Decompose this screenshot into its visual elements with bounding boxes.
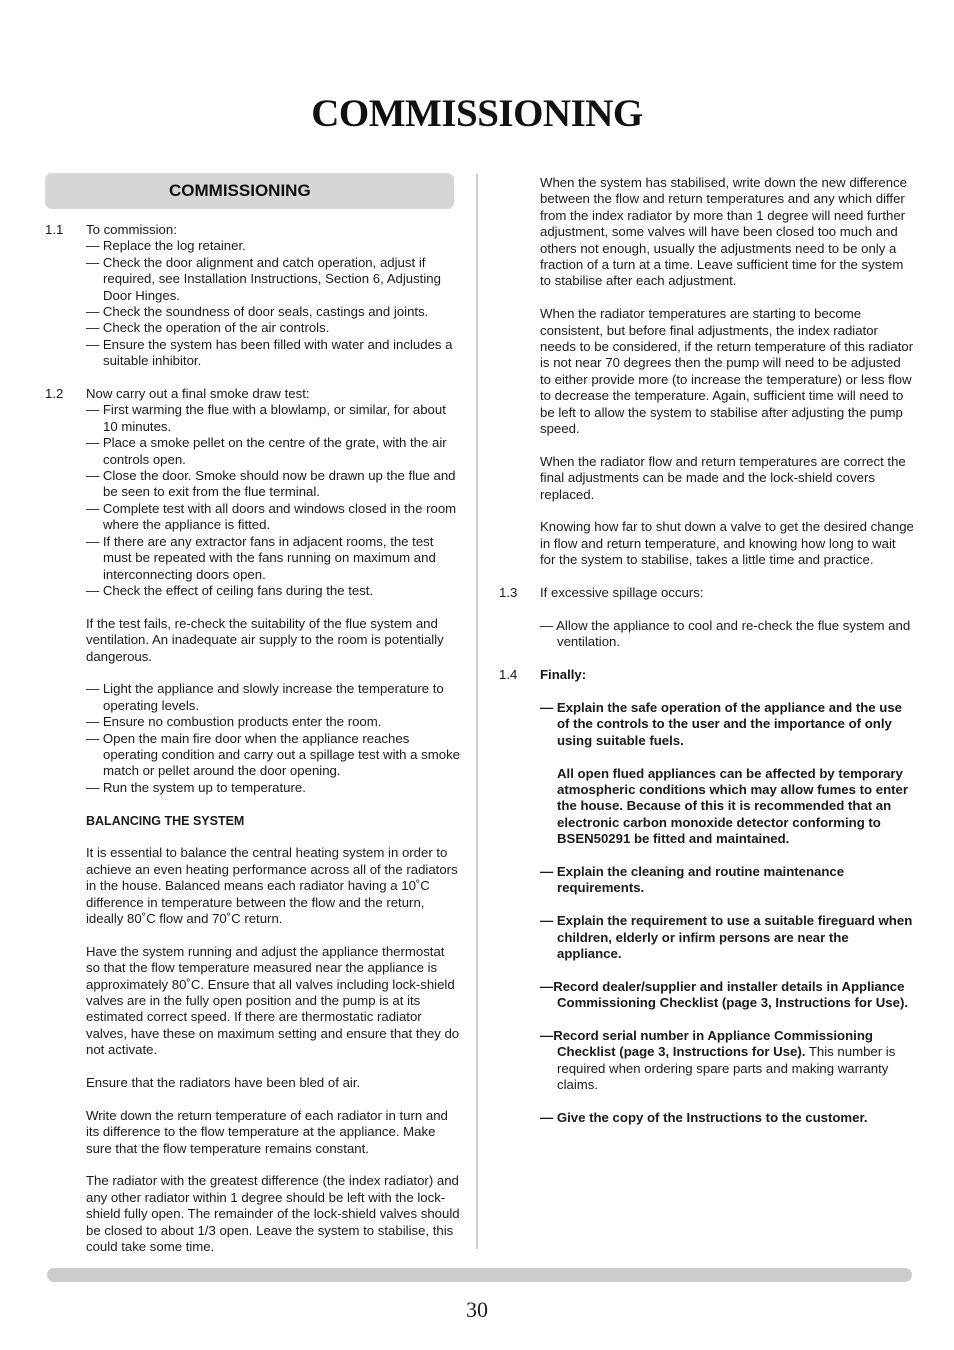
paragraph: Write down the return temperature of each radiator in turn and its difference to the flow temperature at the appliance. Make sure that the flow temperature remains constant.	[86, 1107, 448, 1156]
list-item: — Open the main fire door when the appliance reaches operating condition and carry out a spillage test with a smoke match or pellet around the door opening.	[86, 730, 460, 779]
list-item-normal: This number is required when ordering spare parts and making warranty claims.	[557, 1044, 896, 1093]
left-column	[45, 222, 460, 1255]
list-item: — Replace the log retainer.	[86, 238, 246, 254]
section-number: 1.2	[45, 386, 64, 402]
subsection-heading: BALANCING THE SYSTEM	[86, 813, 245, 828]
list-item: —Record dealer/supplier and installer details in Appliance Commissioning Checklist (page 3, Instructions for Use).	[540, 978, 908, 1011]
section-intro: Now carry out a final smoke draw test:	[86, 386, 310, 402]
list-item: — Check the door alignment and catch operation, adjust if required, see Installation Instructions, Section 6, Adjusting Door Hinges.	[86, 254, 441, 303]
list-item: — Ensure the system has been filled with water and includes a suitable inhibitor.	[86, 336, 453, 369]
section-number: 1.3	[499, 585, 518, 601]
co-warning: All open flued appliances can be affected by temporary atmospheric conditions which may allow fumes to enter the house. Because of this it is recommended that an electronic carbon monoxide detector conforming to BSEN50291 be fitted and maintained.	[557, 765, 909, 847]
right-column	[499, 175, 914, 1126]
list-item: — Ensure no combustion products enter the room.	[86, 714, 382, 730]
section-1-3	[499, 585, 914, 601]
list-item: — Explain the safe operation of the appliance and the use of the controls to the user and the importance of only using suitable fuels.	[540, 699, 902, 748]
list-item: — Close the door. Smoke should now be drawn up the flue and be seen to exit from the flue terminal.	[86, 468, 456, 500]
section-number: 1.4	[499, 667, 518, 683]
list-item: — Allow the appliance to cool and re-check the flue system and ventilation.	[540, 617, 911, 650]
list-item: — Explain the cleaning and routine maintenance requirements.	[540, 863, 845, 896]
paragraph: When the system has stabilised, write down the new difference between the flow and return temperatures and any which differ from the index radiator by more than 1 degree will need further adjustment, some valves will have been closed too much and others not enough, usually the adjustments need to be only a fraction of a turn at a time. Leave sufficient time for the system to stabilise after each adjustment.	[540, 175, 907, 289]
section-header	[45, 173, 454, 209]
section-intro: Finally:	[540, 667, 587, 683]
paragraph: Have the system running and adjust the appliance thermostat so that the flow temperature measured near the appliance is approximately 80˚C. Ensure that all valves including lock-shield valves are in the fully open position and the pump is at its estimated correct speed. If there are thermostatic radiator valves, have these on maximum setting and ensure that they do not activate.	[86, 943, 460, 1058]
section-intro: To commission:	[86, 222, 177, 237]
list-item: — If there are any extractor fans in adjacent rooms, the test must be repeated with the fans running on maximum and interconnecting doors open.	[86, 533, 436, 582]
list-item: — Run the system up to temperature.	[86, 779, 306, 795]
page-title: COMMISSIONING	[311, 92, 643, 135]
list-item	[499, 1028, 914, 1094]
paragraph: When the radiator flow and return temperatures are correct the final adjustments can be made and the lock-shield covers replaced.	[540, 453, 906, 502]
list-item: — Complete test with all doors and windows closed in the room where the appliance is fitted.	[86, 500, 457, 533]
list-item: — Explain the requirement to use a suitable fireguard when children, elderly or infirm persons are near the appliance.	[540, 913, 913, 961]
section-1-2	[45, 386, 460, 402]
footer-bar	[47, 1268, 912, 1282]
column-divider	[476, 174, 478, 1249]
section-1-4	[499, 667, 914, 683]
section-intro: If excessive spillage occurs:	[540, 585, 704, 601]
paragraph: It is essential to balance the central heating system in order to achieve an even heating performance across all of the radiators in the house. Balanced means each radiator having a 10˚C difference in temperature between the flow and the return, ideally 80˚C flow and 70˚C return.	[86, 845, 458, 926]
section-header-label: COMMISSIONING	[169, 181, 311, 200]
list-item: — Check the operation of the air controls.	[86, 320, 330, 336]
page-number: 30	[466, 1297, 488, 1322]
paragraph: Ensure that the radiators have been bled of air.	[86, 1075, 361, 1091]
section-number: 1.1	[45, 222, 64, 237]
paragraph: Knowing how far to shut down a valve to get the desired change in flow and return temperature, and knowing how long to wait for the system to stabilise, takes a little time and practice.	[540, 519, 914, 568]
paragraph: The radiator with the greatest difference (the index radiator) and any other radiator within 1 degree should be left with the lock-shield fully open. The remainder of the lock-shield valves should be closed to about 1/3 open. Leave the system to stabilise, this could take some time.	[86, 1173, 460, 1255]
paragraph: When the radiator temperatures are starting to become consistent, but before final adjustments, the index radiator needs to be considered, if the return temperature of this radiator is not near 70 degrees then the pump will need to be adjusted to either provide more (to increase the temperature) or less flow to decrease the temperature. Again, sufficient time will need to be left to allow the system to stabilise after adjusting the pump speed.	[540, 306, 914, 437]
list-item-bold: —Record serial number in Appliance Commissioning Checklist (page 3, Instructions for Use).	[540, 1027, 873, 1060]
list-item: — Light the appliance and slowly increase the temperature to operating levels.	[86, 681, 444, 713]
list-item: — Place a smoke pellet on the centre of the grate, with the air controls open.	[86, 435, 447, 467]
list-item: — First warming the flue with a blowlamp, or similar, for about 10 minutes.	[86, 402, 446, 434]
section-1-1	[45, 222, 460, 238]
paragraph: If the test fails, re-check the suitability of the flue system and ventilation. An inadequate air supply to the room is potentially dangerous.	[86, 615, 444, 664]
list-item: — Check the soundness of door seals, castings and joints.	[86, 304, 429, 320]
list-item: — Check the effect of ceiling fans during the test.	[86, 582, 374, 598]
list-item: — Give the copy of the Instructions to the customer.	[540, 1109, 868, 1125]
